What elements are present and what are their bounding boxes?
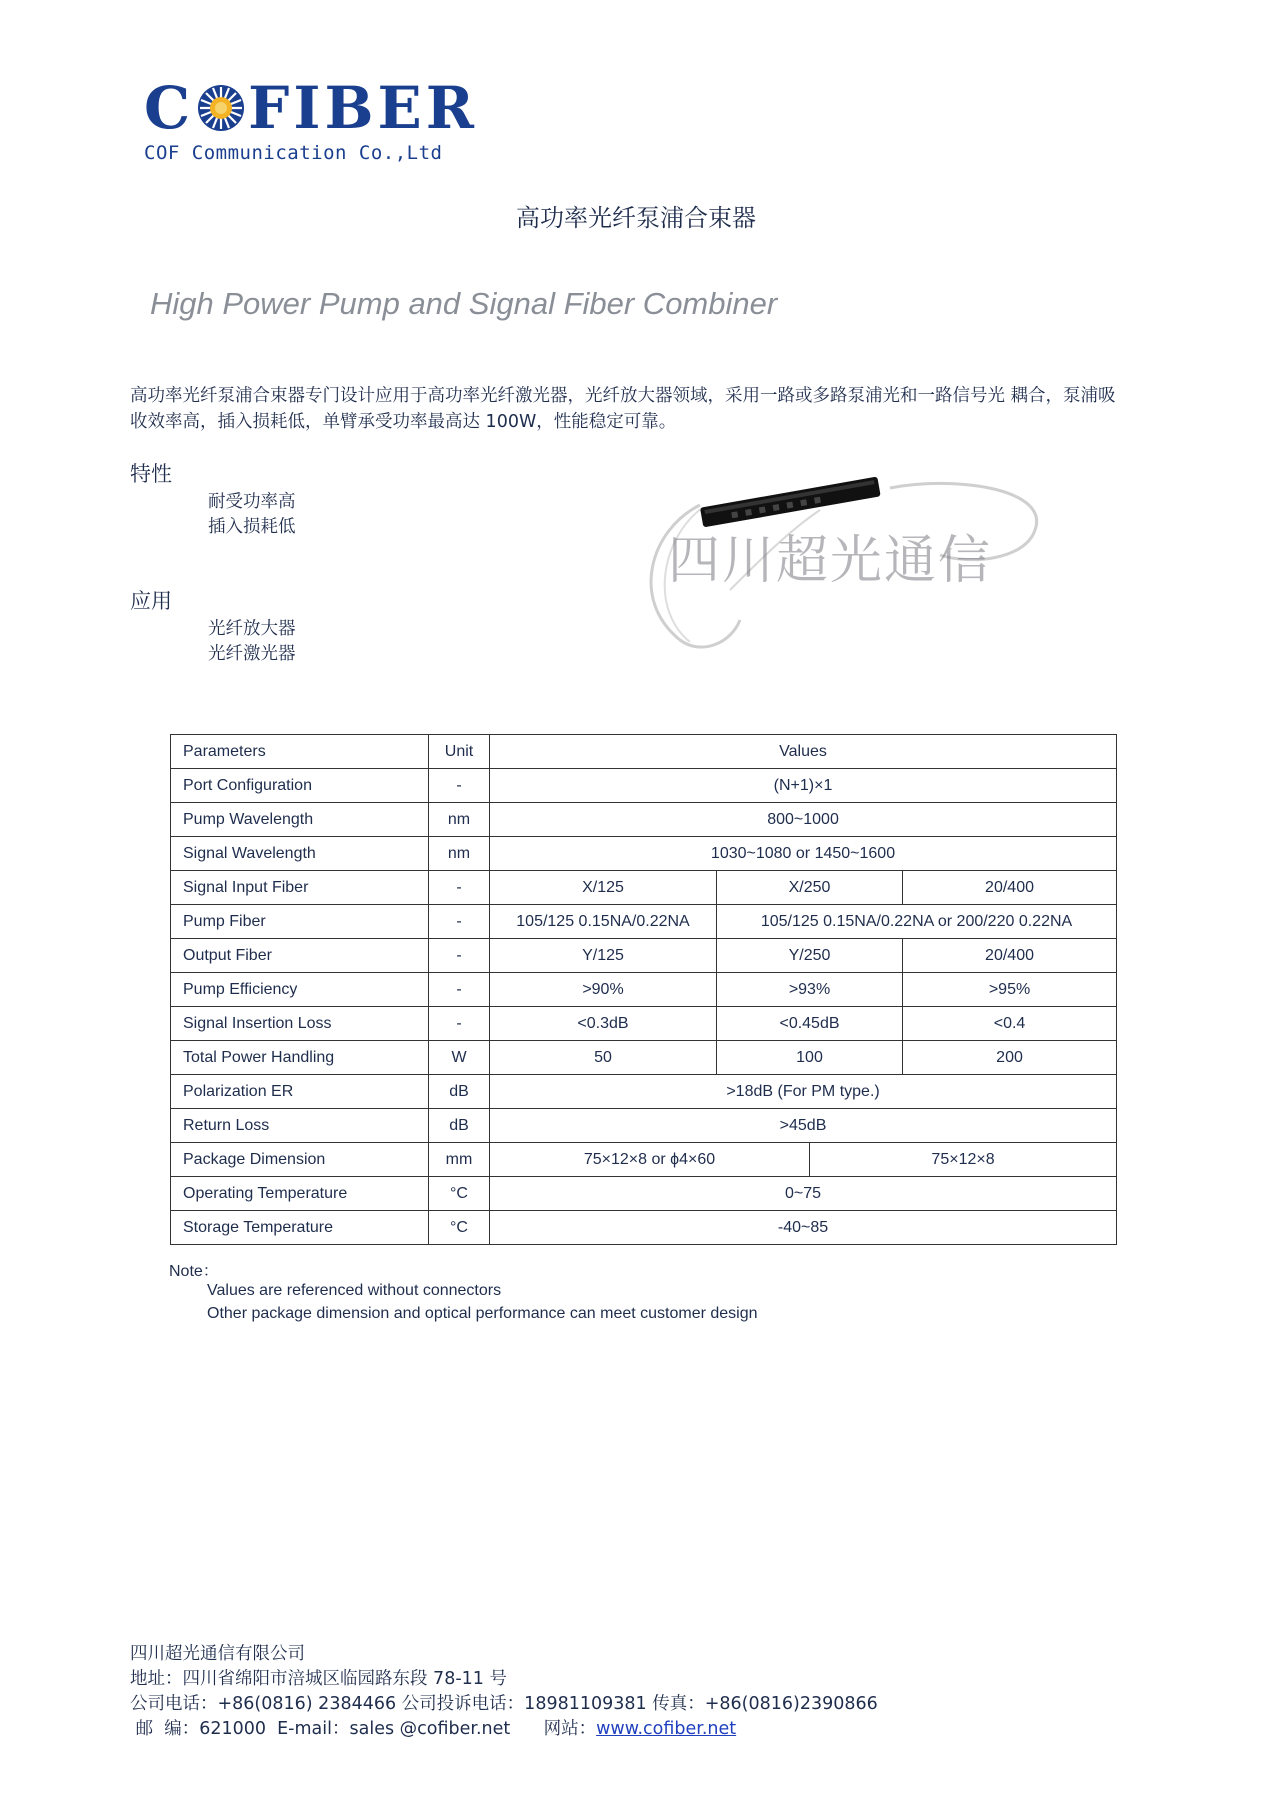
features-heading: 特性 [130, 462, 172, 486]
param-unit: - [429, 1007, 490, 1041]
footer-company: 四川超光通信有限公司 [130, 1644, 305, 1664]
param-value: >90% [490, 973, 717, 1007]
param-name: Total Power Handling [171, 1041, 429, 1075]
param-value: (N+1)×1 [490, 769, 1117, 803]
feature-item: 插入损耗低 [208, 517, 296, 537]
param-value: 800~1000 [490, 803, 1117, 837]
param-name: Pump Efficiency [171, 973, 429, 1007]
param-unit: nm [429, 803, 490, 837]
param-value: Y/125 [490, 939, 717, 973]
logo-letters-fiber: FIBER [248, 74, 478, 142]
param-value: >45dB [490, 1109, 1117, 1143]
param-value: <0.4 [903, 1007, 1117, 1041]
param-value: 75×12×8 [810, 1143, 1117, 1177]
page-title-en: High Power Pump and Signal Fiber Combiner [150, 286, 778, 321]
param-unit: - [429, 973, 490, 1007]
param-value: <0.3dB [490, 1007, 717, 1041]
param-name: Port Configuration [171, 769, 429, 803]
table-row [171, 837, 1117, 871]
header-values: Values [490, 735, 1117, 769]
sunburst-logo-icon [196, 83, 246, 133]
param-value: 105/125 0.15NA/0.22NA [490, 905, 717, 939]
note-label: Note： [169, 1263, 219, 1280]
website-link[interactable]: www.cofiber.net [596, 1719, 737, 1739]
table-header-row [171, 735, 1117, 769]
logo-subtitle: COF Communication Co.,Ltd [144, 142, 443, 164]
param-value: 200 [903, 1041, 1117, 1075]
param-name: Signal Wavelength [171, 837, 429, 871]
param-unit: - [429, 939, 490, 973]
param-name: Output Fiber [171, 939, 429, 973]
param-unit: mm [429, 1143, 490, 1177]
header-parameters: Parameters [171, 735, 429, 769]
param-name: Signal Input Fiber [171, 871, 429, 905]
header-unit: Unit [429, 735, 490, 769]
table-row [171, 1143, 1117, 1177]
feature-item: 耐受功率高 [208, 492, 296, 512]
param-unit: dB [429, 1075, 490, 1109]
table-row [171, 905, 1117, 939]
param-name: Operating Temperature [171, 1177, 429, 1211]
table-row [171, 939, 1117, 973]
application-item: 光纤激光器 [208, 644, 296, 664]
logo-letter-c: C [144, 74, 195, 142]
param-unit: nm [429, 837, 490, 871]
param-name: Storage Temperature [171, 1211, 429, 1245]
table-row [171, 1041, 1117, 1075]
param-value: 1030~1080 or 1450~1600 [490, 837, 1117, 871]
param-unit: °C [429, 1177, 490, 1211]
param-unit: - [429, 871, 490, 905]
table-row [171, 1211, 1117, 1245]
applications-heading: 应用 [130, 589, 172, 613]
param-name: Signal Insertion Loss [171, 1007, 429, 1041]
table-row [171, 769, 1117, 803]
param-value: 105/125 0.15NA/0.22NA or 200/220 0.22NA [717, 905, 1117, 939]
param-unit: dB [429, 1109, 490, 1143]
param-value: <0.45dB [717, 1007, 903, 1041]
param-value: >18dB (For PM type.) [490, 1075, 1117, 1109]
logo-wordmark [144, 74, 478, 142]
table-row [171, 1075, 1117, 1109]
param-value: -40~85 [490, 1211, 1117, 1245]
param-name: Return Loss [171, 1109, 429, 1143]
param-unit: W [429, 1041, 490, 1075]
table-row [171, 973, 1117, 1007]
param-unit: - [429, 905, 490, 939]
company-logo [144, 74, 478, 164]
footer-address: 地址：四川省绵阳市涪城区临园路东段 78-11 号 [130, 1669, 507, 1689]
param-value: Y/250 [717, 939, 903, 973]
param-name: Package Dimension [171, 1143, 429, 1177]
table-row [171, 1109, 1117, 1143]
param-value: X/250 [717, 871, 903, 905]
param-value: 20/400 [903, 871, 1117, 905]
footer-contact [130, 1715, 736, 1740]
param-value: 50 [490, 1041, 717, 1075]
parameters-table [170, 734, 1117, 1245]
application-item: 光纤放大器 [208, 619, 296, 639]
param-value: >93% [717, 973, 903, 1007]
page-title-cn: 高功率光纤泵浦合束器 [516, 204, 756, 232]
param-value: >95% [903, 973, 1117, 1007]
footer-phones: 公司电话：+86(0816) 2384466 公司投诉电话：18981109381 传真：+86(0816)2390866 [130, 1694, 878, 1714]
param-unit: °C [429, 1211, 490, 1245]
param-unit: - [429, 769, 490, 803]
note-line: Other package dimension and optical performance can meet customer design [207, 1305, 758, 1322]
watermark: 四川超光通信 [668, 531, 993, 591]
table-row [171, 1177, 1117, 1211]
param-value: 75×12×8 or ϕ4×60 [490, 1143, 810, 1177]
param-value: 100 [717, 1041, 903, 1075]
intro-paragraph: 高功率光纤泵浦合束器专门设计应用于高功率光纤激光器，光纤放大器领域，采用一路或多路泵浦光和一路信号光 耦合，泵浦吸收效率高，插入损耗低，单臂承受功率最高达 100W，性能稳定可靠。 [130, 386, 1116, 432]
param-name: Polarization ER [171, 1075, 429, 1109]
param-name: Pump Fiber [171, 905, 429, 939]
param-value: 0~75 [490, 1177, 1117, 1211]
table-row [171, 1007, 1117, 1041]
param-value: X/125 [490, 871, 717, 905]
param-value: 20/400 [903, 939, 1117, 973]
note-line: Values are referenced without connectors [207, 1282, 502, 1299]
table-row [171, 803, 1117, 837]
table-row [171, 871, 1117, 905]
param-name: Pump Wavelength [171, 803, 429, 837]
footer-contact-text: 邮 编：621000 E-mail：sales @cofiber.net 网站： [130, 1719, 597, 1739]
